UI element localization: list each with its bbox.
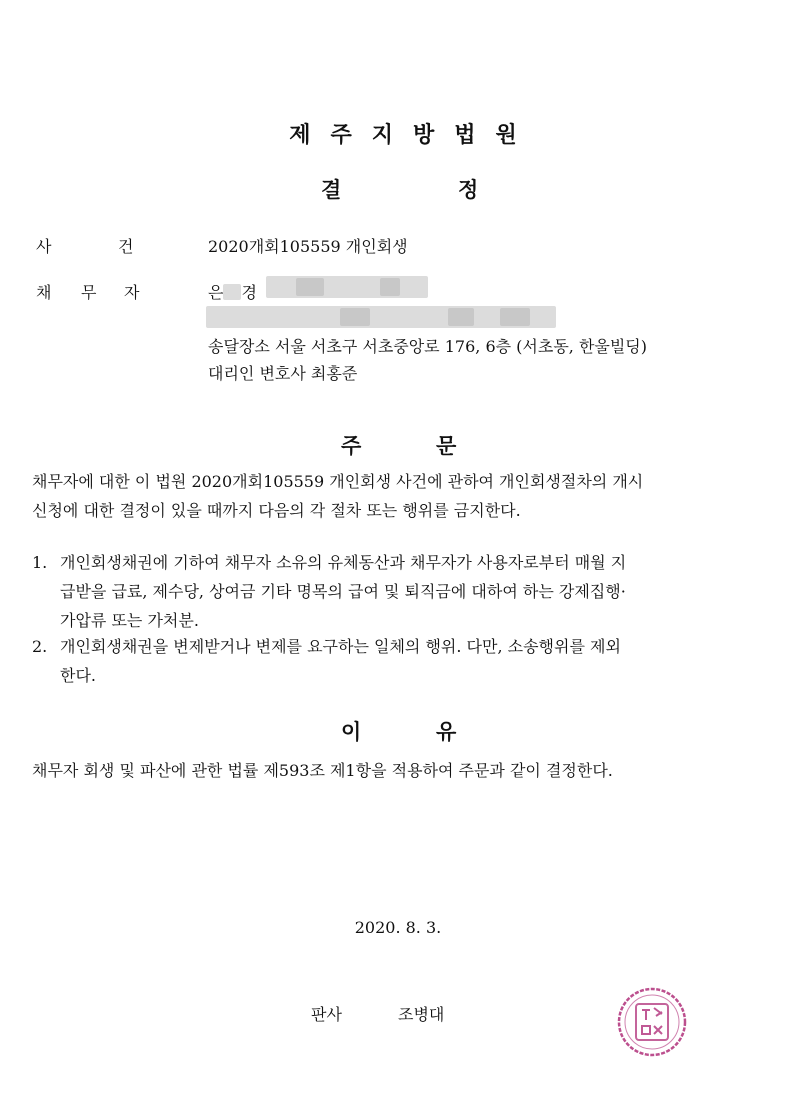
- redaction-block: [448, 308, 474, 326]
- debtor-label: [36, 280, 156, 302]
- item-number: 2.: [32, 637, 48, 656]
- court-seal-icon: [616, 986, 688, 1058]
- debtor-name-prefix: 은: [208, 283, 224, 302]
- order-intro-line: 신청에 대한 결정이 있을 때까지 다음의 각 절차 또는 행위를 금지한다.: [32, 501, 521, 520]
- order-heading-char: 문: [436, 434, 457, 458]
- redaction-block: [266, 276, 428, 298]
- order-item-2: [32, 632, 774, 692]
- redaction-block: [296, 278, 324, 296]
- judge-title: 판사: [311, 1005, 342, 1024]
- case-label: [36, 234, 156, 256]
- case-number: 2020개회105559 개인회생: [208, 237, 408, 256]
- redaction-block: [500, 308, 530, 326]
- item-line: 급받을 급료, 제수당, 상여금 기타 명목의 급여 및 퇴직금에 대하여 하는 강제집행·: [60, 582, 626, 601]
- debtor-name-suffix: 경: [241, 283, 257, 302]
- court-name-char: 제: [289, 123, 313, 148]
- service-address: 송달장소 서울 서초구 서초중앙로 176, 6층 (서초동, 한울빌딩): [208, 337, 648, 356]
- debtor-label-char: 무: [81, 283, 97, 302]
- court-name-char: 법: [454, 123, 478, 148]
- redaction-block: [380, 278, 400, 296]
- case-label-char: 건: [118, 237, 134, 256]
- case-label-char: 사: [36, 237, 52, 256]
- item-line: 한다.: [60, 666, 96, 685]
- reason-heading-char: 이: [341, 720, 362, 744]
- court-name-char: 주: [330, 123, 354, 148]
- court-name-char: 지: [371, 123, 395, 148]
- item-line: 가압류 또는 가처분.: [60, 611, 199, 630]
- reason-heading-char: 유: [436, 720, 457, 744]
- judge-name: 조병대: [398, 1005, 445, 1024]
- court-name-char: 원: [495, 123, 519, 148]
- debtor-label-char: 채: [36, 283, 52, 302]
- debtor-label-char: 자: [124, 283, 140, 302]
- order-heading-char: 주: [341, 434, 362, 458]
- item-line: 개인회생채권에 기하여 채무자 소유의 유체동산과 채무자가 사용자로부터 매월 지: [60, 553, 627, 572]
- item-line: 개인회생채권을 변제받거나 변제를 요구하는 일체의 행위. 다만, 소송행위를 제외: [60, 637, 621, 656]
- reason-text: 채무자 회생 및 파산에 관한 법률 제593조 제1항을 적용하여 주문과 같이 결정한다.: [32, 761, 613, 780]
- legal-agent: 대리인 변호사 최홍준: [208, 364, 358, 383]
- debtor-name: [208, 280, 257, 303]
- document-title-char: 결: [321, 178, 342, 202]
- court-name-char: 방: [413, 123, 437, 148]
- order-item-1: [32, 548, 774, 638]
- document-title-char: 정: [458, 178, 479, 202]
- court-name: [0, 118, 808, 149]
- redaction-block: [223, 284, 241, 300]
- item-number: 1.: [32, 553, 48, 572]
- decision-date: 2020. 8. 3.: [354, 918, 442, 937]
- order-intro-line: 채무자에 대한 이 법원 2020개회105559 개인회생 사건에 관하여 개인회생절차의 개시: [32, 472, 644, 491]
- redaction-block: [340, 308, 370, 326]
